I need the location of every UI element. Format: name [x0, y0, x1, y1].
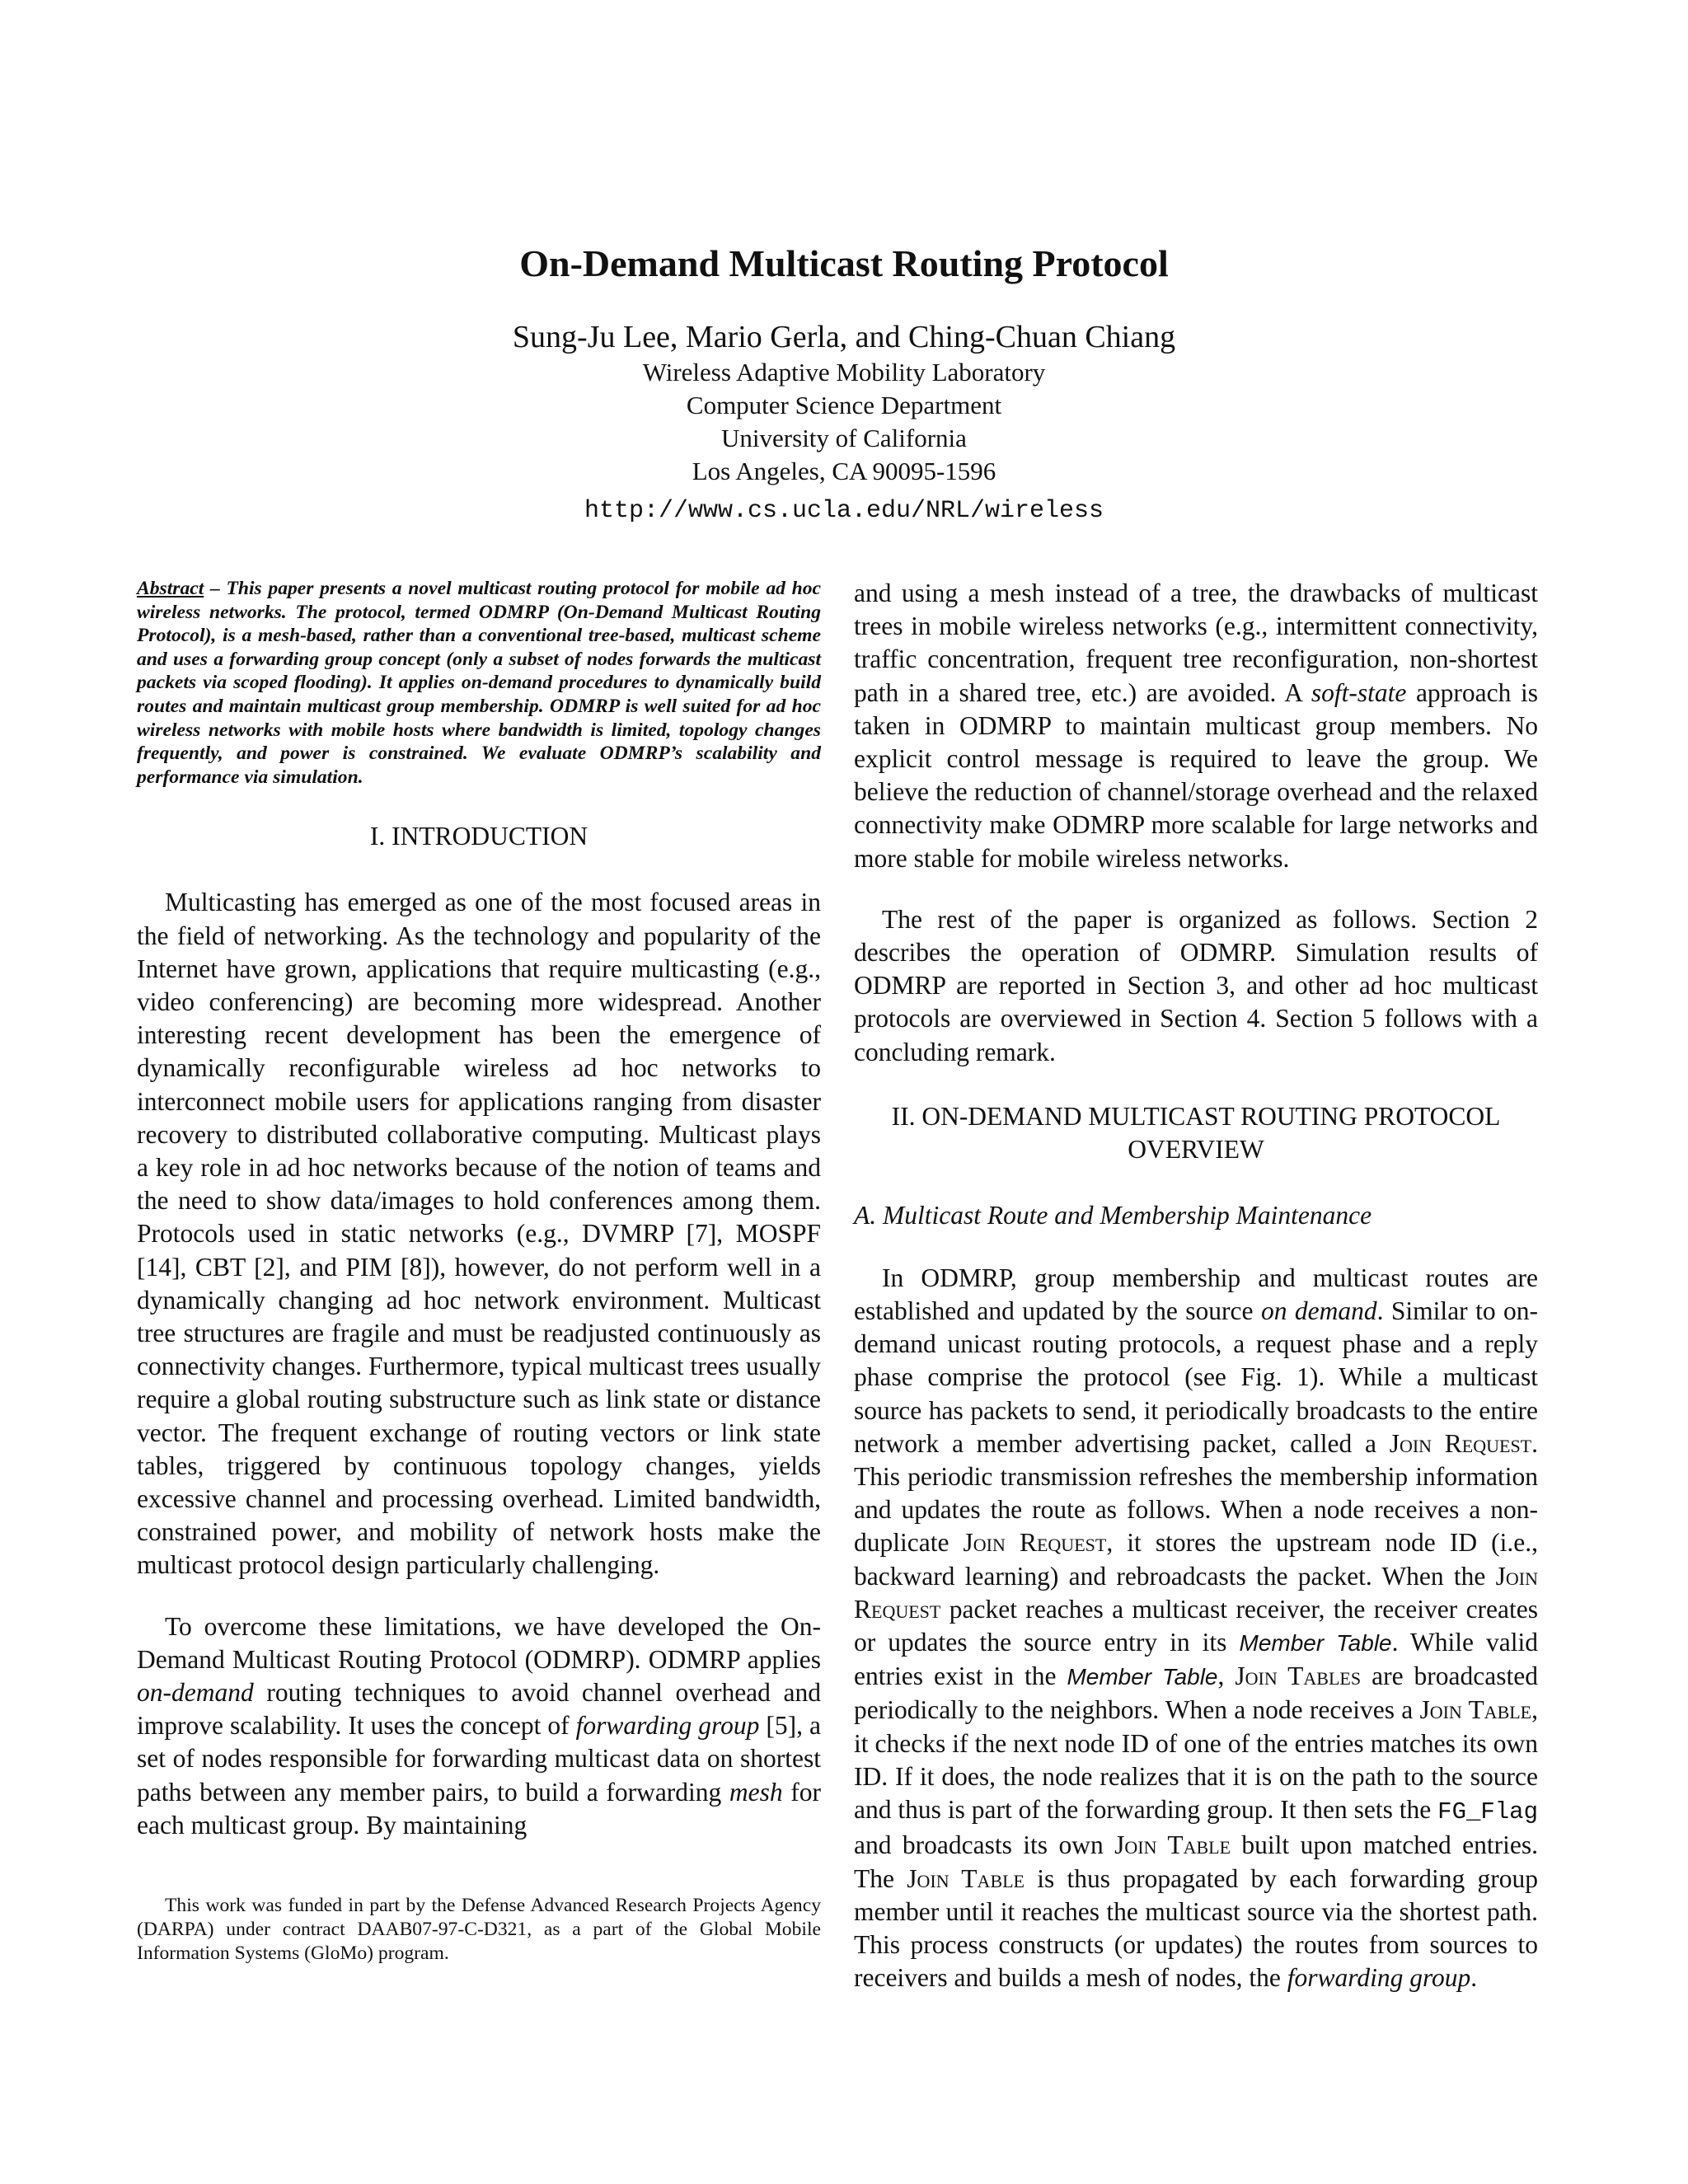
- text-run: . While valid entries exist in the: [854, 1628, 1538, 1691]
- funding-footnote: This work was funded in part by the Defense Advanced Research Projects Agency (DARPA) under contract DAAB07-97-C-D321, as a part of the Global Mobile Information Systems (GloMo) program.: [137, 1895, 821, 1964]
- intro-paragraph-2: [137, 1610, 821, 1842]
- text-run: To overcome these limitations, we have developed the On-Demand Multicast Routing Protocol (ODMRP). ODMRP applies: [137, 1611, 821, 1674]
- affiliation-line: University of California: [721, 424, 967, 452]
- section-heading-introduction: I. INTRODUCTION: [369, 822, 588, 851]
- text-run: and broadcasts its own: [854, 1830, 1115, 1860]
- text-run: ,: [1217, 1661, 1236, 1691]
- flag-name: FG_Flag: [1437, 1798, 1538, 1826]
- text-run: , it stores the upstream node ID (i.e., backward learning) and rebroadcasts the packet. When the: [854, 1528, 1538, 1591]
- emphasis: on demand: [1260, 1296, 1377, 1326]
- text-run: . This periodic transmission refreshes the membership information and updates the route as follows. When a node receives a non-duplicate: [854, 1428, 1538, 1558]
- text-run: packet reaches a multicast receiver, the receiver creates or updates the source entry in its: [854, 1594, 1538, 1657]
- emphasis: forwarding group: [1287, 1963, 1471, 1993]
- text-run: [5], a set of nodes responsible for forwarding multicast data on shortest paths between any member pairs, to build a forwarding: [137, 1711, 821, 1807]
- intro-paragraph-1: Multicasting has emerged as one of the most focused areas in the field of networking. As the technology and popularity of the Internet have grown, applications that require multicasting (e.g., video conferencing) are becoming more widespread. Another interesting recent development has been the emergence of dynamically reconfigurable wireless ad hoc networks to interconnect mobile users for applications ranging from disaster recovery to distributed collaborative computing. Multicast plays a key role in ad hoc networks because of the notion of teams and the need to show data/images to hold conferences among them. Protocols used in static networks (e.g., DVMRP [7], MOSPF [14], CBT [2], and PIM [8]), however, do not perform well in a dynamically changing ad hoc network environment. Multicast tree structures are fragile and must be readjusted continuously as connectivity changes. Furthermore, typical multicast trees usually require a global routing substructure such as link state or distance vector. The frequent exchange of routing vectors or link state tables, triggered by continuous topology changes, yields excessive channel and processing overhead. Limited bandwidth, constrained power, and mobility of network hosts make the multicast protocol design particularly challenging.: [137, 888, 821, 1580]
- protocol-paragraph-1: [854, 1262, 1538, 1994]
- table-name: Member Table: [1239, 1630, 1392, 1657]
- emphasis: forwarding group: [575, 1711, 760, 1741]
- intro-paragraph-2-continued: [854, 577, 1538, 875]
- text-run: is thus propagated by each forwarding group member until it reaches the multicast source via the shortest path. This process constructs (or updates) the routes from sources to receivers and builds a mesh of nodes, the: [854, 1863, 1538, 1993]
- subsection-heading: A. Multicast Route and Membership Maintenance: [854, 1200, 1372, 1230]
- intro-paragraph-3: The rest of the paper is organized as follows. Section 2 describes the operation of ODMRP. Simulation results of ODMRP are reported in Section 3, and other ad hoc multicast protocols are overviewed in Section 4. Section 5 follows with a concluding remark.: [854, 904, 1538, 1066]
- left-column: [137, 577, 821, 1842]
- affiliation-line: Wireless Adaptive Mobility Laboratory: [642, 358, 1046, 387]
- section-heading-protocol: II. ON-DEMAND MULTICAST ROUTING PROTOCOL OVERVIEW: [891, 1101, 1501, 1164]
- text-run: approach is taken in ODMRP to maintain multicast group members. No explicit control message is required to leave the group. We believe the reduction of channel/storage overhead and the relaxed connectivity make ODMRP more scalable for large networks and more stable for mobile wireless networks.: [854, 677, 1538, 873]
- text-run: are broadcasted periodically to the neighbors. When a node receives a: [854, 1661, 1538, 1725]
- packet-name: Join Request: [854, 1561, 1538, 1624]
- text-run: , it checks if the next node ID of one of the entries matches its own ID. If it does, the node realizes that it is on the path to the source and thus is part of the forwarding group. It then sets the: [854, 1695, 1538, 1825]
- paper-header: [0, 241, 1688, 529]
- text-run: . Similar to on-demand unicast routing protocols, a request phase and a reply phase comprise the protocol (see Fig. 1). While a multicast source has packets to send, it periodically broadcasts to the entire network a member advertising packet, called a: [854, 1296, 1539, 1458]
- packet-name: Join Table: [1419, 1695, 1532, 1725]
- paper-title: On-Demand Multicast Routing Protocol: [519, 242, 1169, 284]
- abstract-text: – This paper presents a novel multicast routing protocol for mobile ad hoc wireless networks. The protocol, termed ODMRP (On-Demand Multicast Routing Protocol), is a mesh-based, rather than a conventional tree-based, multicast scheme and uses a forwarding group concept (only a subset of nodes forwards the multicast packets via scoped flooding). It applies on-demand procedures to dynamically build routes and maintain multicast group membership. ODMRP is well suited for ad hoc wireless networks with mobile hosts where bandwidth is limited, topology changes frequently, and power is constrained. We evaluate ODMRP’s scalability and performance via simulation.: [137, 578, 821, 788]
- packet-name: Join Table: [1114, 1830, 1231, 1860]
- lab-url: http://www.cs.ucla.edu/NRL/wireless: [584, 497, 1104, 525]
- text-run: and using a mesh instead of a tree, the drawbacks of multicast trees in mobile wireless networks (e.g., intermittent connectivity, traffic concentration, frequent tree reconfiguration, non-shortest path in a shared tree, etc.) are avoided. A: [854, 579, 1538, 707]
- emphasis: mesh: [729, 1777, 783, 1807]
- text-run: routing techniques to avoid channel overhead and improve scalability. It uses the concept of: [137, 1678, 821, 1741]
- emphasis: on-demand: [137, 1678, 254, 1708]
- text-run: built upon matched entries. The: [854, 1830, 1538, 1893]
- affiliation-line: Computer Science Department: [686, 391, 1002, 419]
- table-name: Member Table: [1067, 1664, 1218, 1690]
- emphasis: soft-state: [1311, 677, 1407, 707]
- packet-name: Join Tables: [1235, 1661, 1362, 1691]
- text-run: In ODMRP, group membership and multicast routes are established and updated by the source: [854, 1263, 1538, 1326]
- abstract: [137, 577, 821, 789]
- affiliation-line: Los Angeles, CA 90095-1596: [692, 457, 996, 485]
- packet-name: Join Request: [1389, 1428, 1532, 1458]
- text-run: for each multicast group. By maintaining: [137, 1777, 821, 1840]
- packet-name: Join Request: [963, 1528, 1107, 1558]
- abstract-label: Abstract: [137, 578, 204, 599]
- author-list: Sung-Ju Lee, Mario Gerla, and Ching-Chuan Chiang: [512, 320, 1176, 354]
- right-column: [854, 577, 1538, 1994]
- packet-name: Join Table: [907, 1863, 1025, 1893]
- text-run: .: [1470, 1963, 1478, 1993]
